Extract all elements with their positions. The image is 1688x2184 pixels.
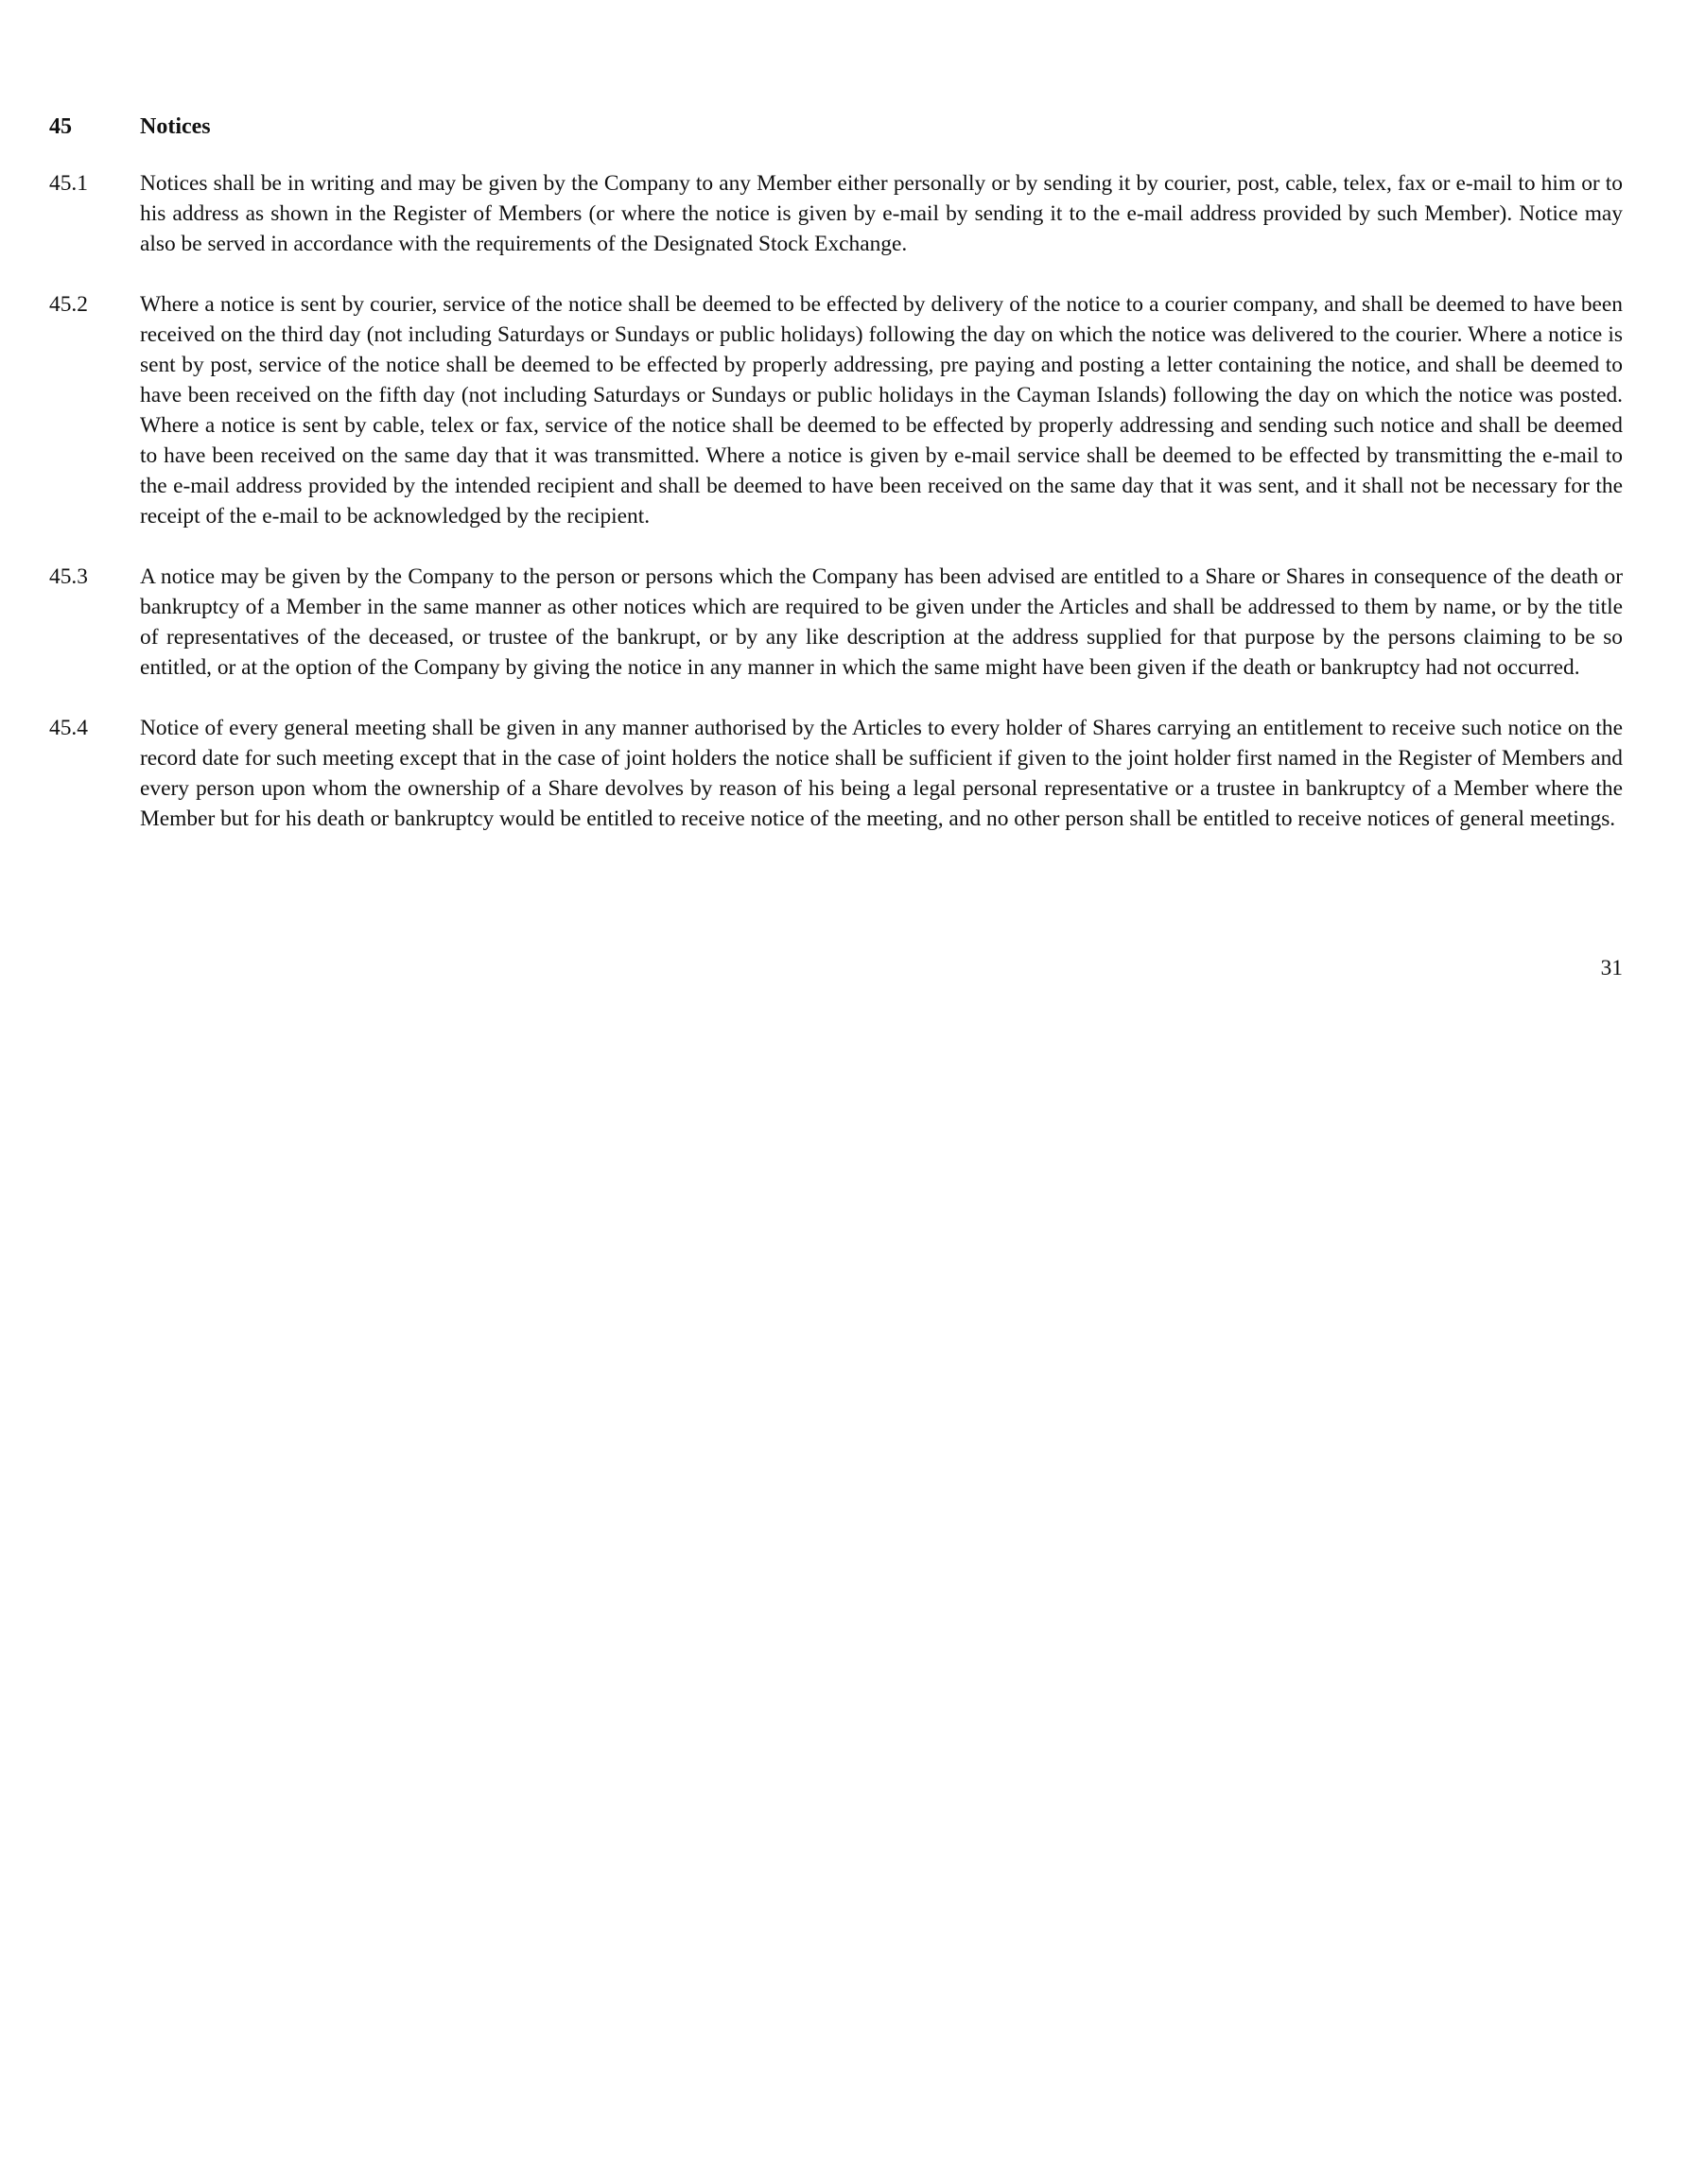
clause-number: 45.1 [49, 171, 88, 196]
clause-number: 45.2 [49, 292, 88, 317]
clause-text: A notice may be given by the Company to the person or persons which the Company has been advised are entitled to a Share or Shares in consequence of the death or bankruptcy of a Member in the same manner as other notices which are required to be given under the Articles and shall be addressed to them by name, or by the title of representatives of the deceased, or trustee of the bankrupt, or by any like description at the address supplied for that purpose by the persons claiming to be so entitled, or at the option of the Company by giving the notice in any manner in which the same might have been given if the death or bankruptcy had not occurred. [140, 564, 1623, 680]
clause-45-2 [49, 289, 1623, 531]
clause-text: Where a notice is sent by courier, service of the notice shall be deemed to be effected by delivery of the notice to a courier company, and shall be deemed to have been received on the third day (not including Saturdays or Sundays or public holidays) following the day on which the notice was delivered to the courier. Where a notice is sent by post, service of the notice shall be deemed to be effected by properly addressing, pre paying and posting a letter containing the notice, and shall be deemed to have been received on the fifth day (not including Saturdays or Sundays or public holidays in the Cayman Islands) following the day on which the notice was posted. Where a notice is sent by cable, telex or fax, service of the notice shall be deemed to be effected by properly addressing and sending such notice and shall be deemed to have been received on the same day that it was transmitted. Where a notice is given by e-mail service shall be deemed to be effected by transmitting the e-mail to the e-mail address provided by the intended recipient and shall be deemed to have been received on the same day that it was sent, and it shall not be necessary for the receipt of the e-mail to be acknowledged by the recipient. [140, 292, 1623, 529]
clause-text: Notices shall be in writing and may be given by the Company to any Member either personally or by sending it by courier, post, cable, telex, fax or e-mail to him or to his address as shown in the Register of Members (or where the notice is given by e-mail by sending it to the e-mail address provided by such Member). Notice may also be served in accordance with the requirements of the Designated Stock Exchange. [140, 171, 1623, 256]
section-number: 45 [49, 114, 72, 139]
clause-number: 45.3 [49, 564, 88, 589]
section-title: Notices [140, 114, 211, 139]
clause-45-3 [49, 562, 1623, 683]
clause-45-1 [49, 168, 1623, 259]
document-body [49, 112, 1623, 864]
section-heading [49, 112, 1623, 142]
page-number: 31 [1600, 956, 1623, 980]
clause-number: 45.4 [49, 716, 88, 740]
clause-text: Notice of every general meeting shall be given in any manner authorised by the Articles to every holder of Shares carrying an entitlement to receive such notice on the record date for such meeting except that in the case of joint holders the notice shall be sufficient if given to the joint holder first named in the Register of Members and every person upon whom the ownership of a Share devolves by reason of his being a legal personal representative or a trustee in bankruptcy of a Member where the Member but for his death or bankruptcy would be entitled to receive notice of the meeting, and no other person shall be entitled to receive notices of general meetings. [140, 716, 1623, 831]
clause-45-4 [49, 713, 1623, 834]
